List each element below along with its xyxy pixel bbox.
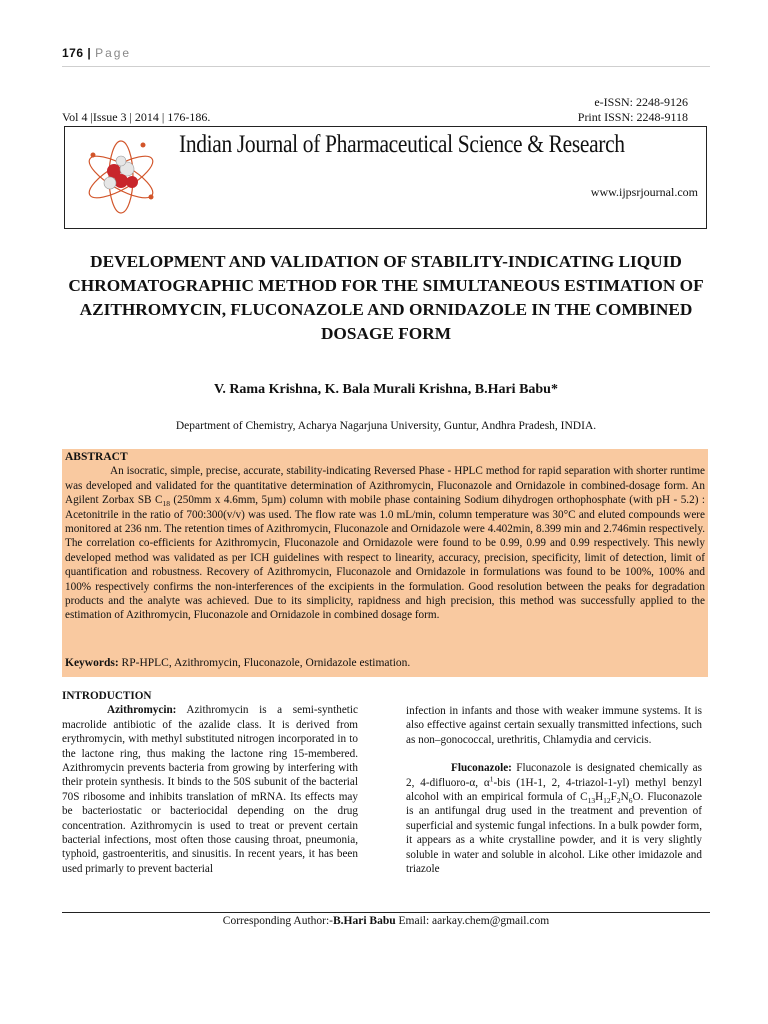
corresponding-label: Corresponding Author:- bbox=[222, 915, 333, 927]
page-word: Page bbox=[95, 46, 132, 60]
azithromycin-paragraph: Azithromycin: Azithromycin is a semi-synthetic macrolide antibiotic of the azalide class. It is derived from erythromycin, with methyl substituted nitrogen incorporated in to the lactone ring, thus making the lactone ring 15-membered. Azithromycin prevents bacteria from growing by interfering with their protein synthesis. It binds to the 50S subunit of the bacterial 70S ribosome and inhibits translation of mRNA. Its effects may be bacteriostatic or bacteriocidal depending on the drug concentration. Azithromycin is used to treat or prevent certain bacterial infections, most often those causing throat, pneumonia, typhoid, gastroenteritis, and sinusitis. In recent years, it has been used primarly to prevent bacterial bbox=[62, 704, 358, 875]
body-column-left bbox=[62, 689, 358, 876]
page-number-header bbox=[62, 46, 131, 60]
article-title: DEVELOPMENT AND VALIDATION OF STABILITY-INDICATING LIQUID CHROMATOGRAPHIC METHOD FOR THE SIMULTANEOUS ESTIMATION OF AZITHROMYCIN, FLUCONAZOLE AND ORNIDAZOLE IN THE COMBINED DOSAGE FORM bbox=[68, 252, 704, 343]
journal-masthead bbox=[64, 126, 707, 229]
keywords-list: RP-HPLC, Azithromycin, Fluconazole, Ornidazole estimation. bbox=[118, 657, 411, 669]
abstract-text: An isocratic, simple, precise, accurate, stability-indicating Reversed Phase - HPLC method for rapid separation with shorter runtime was developed and validated for the quantitative determination of Azithromycin, Fluconazole and Ornidazole in combined-dosage form. An Agilent Zorbax SB $C_{18}$ (250mm x 4.6mm, 5µm) column with mobile phase containing Sodium dihydrogen orthophosphate (with pH - 5.2) : Acetonitrile in the ratio of 700:300(v/v) was used. The flow rate was 1.0 mL/min, column temperature was 30°C and eluted compounds were monitored at 236 nm. The retention times of Azithromycin, Fluconazole and Ornidazole were 4.402min, 8.399 min and 2.746min respectively. The correlation co-efficients for Azithromycin, Fluconazole and Ornidazole were found to be 0.99, 0.99 and 0.99 respectively. This newly developed method was validated as per ICH guidelines with respect to linearity, accuracy, precision, specificity, limit of detection, limit of quantification and robustness. Recovery of Azithromycin, Fluconazole and Ornidazole in formulations was found to be 100%, 100% and 100% respectively confirms the non-interferences of the excipients in the formulation. Good resolution between the peaks for degradation products and the analyte was achieved. Due to its simplicity, rapidness and high precision, this method was successfully applied to the estimation of Azithromycin, Fluconazole and Ornidazole in combined dosage form. bbox=[65, 465, 706, 622]
infection-paragraph: infection in infants and those with weaker immune systems. It is also effective against certain sexually transmitted infections, such as non–gonococcal, urethritis, Chlamydia and cervicis. bbox=[406, 705, 702, 746]
journal-name: Indian Journal of Pharmaceutical Science & Research bbox=[179, 131, 625, 158]
corresponding-name: B.Hari Babu bbox=[333, 915, 396, 927]
abstract-heading: ABSTRACT bbox=[65, 451, 128, 463]
corresponding-author bbox=[62, 915, 710, 927]
issn-block bbox=[578, 95, 688, 125]
print-issn: Print ISSN: 2248-9118 bbox=[577, 110, 688, 124]
body-column-right bbox=[406, 704, 702, 876]
journal-url[interactable]: www.ijpsrjournal.com bbox=[590, 185, 698, 199]
abstract-section bbox=[62, 449, 708, 677]
volume-info: Vol 4 |Issue 3 | 2014 | 176-186. bbox=[62, 110, 211, 124]
header-divider bbox=[62, 66, 710, 67]
page-number: 176 bbox=[62, 46, 84, 60]
atom-molecule-logo-icon bbox=[81, 131, 161, 225]
keywords bbox=[65, 656, 410, 670]
article-authors: V. Rama Krishna, K. Bala Murali Krishna, B.Hari Babu* bbox=[214, 382, 558, 397]
keywords-label: Keywords: bbox=[65, 657, 119, 669]
page-separator: | bbox=[87, 46, 92, 60]
introduction-heading: INTRODUCTION bbox=[62, 690, 152, 702]
author-affiliation: Department of Chemistry, Acharya Nagarjuna University, Guntur, Andhra Pradesh, INDIA. bbox=[175, 420, 597, 432]
footer-divider bbox=[62, 912, 710, 913]
corresponding-email[interactable]: Email: aarkay.chem@gmail.com bbox=[395, 915, 550, 927]
fluconazole-paragraph: Fluconazole: Fluconazole is designated chemically as 2, 4-difluoro-α, $\alpha^1$-bis (1H-1, 2, 4-triazol-1-yl) methyl benzyl alcohol with an empirical formula of $C_{13}H_{12}F_2N_6O$. Fluconazole is an antifungal drug used in the treatment and prevention of superficial and systemic fungal infections. In a bulk powder form, it appears as a white crystalline powder, and it is very slightly soluble in water and soluble in alcohol. Like other imidazole and triazole bbox=[406, 762, 702, 876]
eissn: e-ISSN: 2248-9126 bbox=[594, 95, 688, 109]
